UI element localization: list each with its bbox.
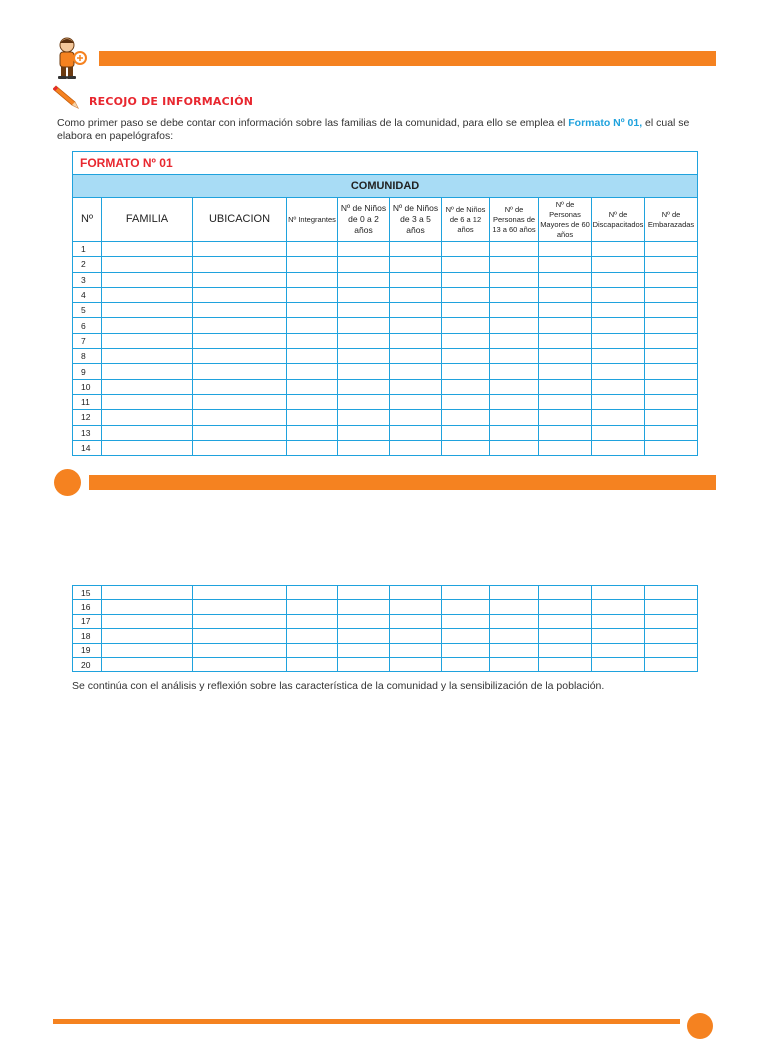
table-row [73, 586, 698, 600]
table-cell [287, 287, 338, 302]
table-cell [193, 394, 287, 409]
table-row [73, 349, 698, 364]
table-cell [390, 257, 442, 272]
table-cell [592, 425, 645, 440]
table-cell [287, 643, 338, 657]
table-cell [287, 657, 338, 671]
row-number: 14 [73, 440, 102, 455]
table-cell [102, 614, 193, 628]
table-cell [102, 333, 193, 348]
column-header: Nº [73, 198, 102, 242]
table-cell [645, 272, 698, 287]
table-cell [442, 614, 490, 628]
table-cell [490, 440, 539, 455]
table-cell [592, 318, 645, 333]
table-cell [539, 303, 592, 318]
table-cell [193, 318, 287, 333]
table-cell [539, 364, 592, 379]
table-row [73, 657, 698, 671]
table-cell [442, 586, 490, 600]
row-number: 8 [73, 349, 102, 364]
table-title: FORMATO Nº 01 [73, 152, 698, 175]
table-cell [645, 600, 698, 614]
table-row [73, 379, 698, 394]
table-cell [338, 333, 390, 348]
table-cell [390, 425, 442, 440]
table-cell [592, 364, 645, 379]
table-cell [645, 303, 698, 318]
table-cell [390, 394, 442, 409]
formato-table [72, 151, 698, 456]
table-cell [193, 242, 287, 257]
table-cell [338, 614, 390, 628]
table-cell [390, 440, 442, 455]
table-cell [102, 600, 193, 614]
table-cell [287, 272, 338, 287]
table-row [73, 257, 698, 272]
table-cell [102, 586, 193, 600]
table-cell [645, 394, 698, 409]
table-cell [193, 629, 287, 643]
row-number: 18 [73, 629, 102, 643]
column-header: UBICACION [193, 198, 287, 242]
table-cell [442, 287, 490, 302]
table-cell [592, 600, 645, 614]
table-cell [338, 586, 390, 600]
table-cell [193, 364, 287, 379]
intro-text-end: el cual se elabora en papelógrafos: [57, 117, 690, 142]
table-row [73, 272, 698, 287]
table-cell [539, 318, 592, 333]
table-cell [490, 600, 539, 614]
table-cell [539, 349, 592, 364]
table-cell [102, 242, 193, 257]
table-cell [490, 643, 539, 657]
table-row [73, 303, 698, 318]
table-cell [102, 349, 193, 364]
row-number: 9 [73, 364, 102, 379]
table-cell [442, 333, 490, 348]
table-row [73, 643, 698, 657]
row-number: 13 [73, 425, 102, 440]
table-cell [442, 600, 490, 614]
table-cell [287, 600, 338, 614]
table-row [73, 425, 698, 440]
table-cell [193, 600, 287, 614]
table-cell [490, 379, 539, 394]
table-cell [338, 394, 390, 409]
table-cell [490, 242, 539, 257]
table-cell [442, 242, 490, 257]
table-cell [287, 410, 338, 425]
table-cell [287, 394, 338, 409]
table-cell [539, 410, 592, 425]
table-row [73, 629, 698, 643]
table-row [73, 242, 698, 257]
table-cell [102, 657, 193, 671]
table-cell [390, 333, 442, 348]
table-cell [645, 364, 698, 379]
table-cell [102, 643, 193, 657]
table-cell [390, 379, 442, 394]
table-cell [193, 425, 287, 440]
table-row [73, 333, 698, 348]
row-number: 1 [73, 242, 102, 257]
table-cell [490, 394, 539, 409]
table-cell [490, 303, 539, 318]
intro-text: Como primer paso se debe contar con información sobre las familias de la comunidad, para ello se emplea el [57, 117, 569, 129]
table-cell [592, 257, 645, 272]
table-cell [102, 318, 193, 333]
table-cell [193, 349, 287, 364]
table-cell [287, 614, 338, 628]
table-row [73, 440, 698, 455]
table-cell [390, 242, 442, 257]
table-cell [287, 629, 338, 643]
column-header: Nº de Niños de 0 a 2 años [338, 198, 390, 242]
column-header: FAMILIA [102, 198, 193, 242]
table-cell [193, 614, 287, 628]
table-cell [338, 410, 390, 425]
table-cell [539, 287, 592, 302]
separator-bar [89, 475, 716, 490]
table-cell [539, 379, 592, 394]
table-cell [390, 643, 442, 657]
table-cell [193, 257, 287, 272]
header-bar [99, 51, 716, 66]
table-cell [645, 629, 698, 643]
table-cell [442, 410, 490, 425]
row-number: 16 [73, 600, 102, 614]
table-cell [338, 425, 390, 440]
table-cell [390, 318, 442, 333]
table-cell [539, 394, 592, 409]
table-cell [287, 303, 338, 318]
table-cell [102, 272, 193, 287]
table-cell [102, 303, 193, 318]
table-cell [645, 287, 698, 302]
table-cell [592, 657, 645, 671]
footer-dot [687, 1013, 713, 1039]
row-number: 6 [73, 318, 102, 333]
table-cell [287, 425, 338, 440]
table-cell [490, 657, 539, 671]
table-cell [102, 629, 193, 643]
table-cell [490, 364, 539, 379]
table-cell [390, 287, 442, 302]
table-cell [338, 287, 390, 302]
table-cell [287, 318, 338, 333]
row-number: 15 [73, 586, 102, 600]
footer-bar [53, 1019, 680, 1024]
table-row [73, 410, 698, 425]
table-cell [102, 364, 193, 379]
table-cell [592, 287, 645, 302]
table-cell [102, 257, 193, 272]
table-cell [592, 303, 645, 318]
table-cell [442, 257, 490, 272]
column-header: Nº de Personas Mayores de 60 años [539, 198, 592, 242]
table-group-header: COMUNIDAD [73, 175, 698, 198]
mascot-icon [50, 36, 88, 80]
table-cell [490, 410, 539, 425]
table-cell [490, 287, 539, 302]
table-cell [390, 586, 442, 600]
table-row [73, 318, 698, 333]
table-cell [592, 333, 645, 348]
column-header: Nº de Embarazadas [645, 198, 698, 242]
row-number: 17 [73, 614, 102, 628]
table-cell [390, 614, 442, 628]
table-cell [287, 586, 338, 600]
table-cell [490, 257, 539, 272]
table-cell [442, 643, 490, 657]
table-cell [287, 257, 338, 272]
table-cell [592, 394, 645, 409]
table-cell [193, 379, 287, 394]
table-cell [442, 394, 490, 409]
closing-paragraph: Se continúa con el análisis y reflexión sobre las característica de la comunidad y la sensibilización de la población. [72, 680, 605, 692]
table-cell [193, 586, 287, 600]
table-cell [390, 349, 442, 364]
table-cell [645, 440, 698, 455]
section-dot [54, 469, 81, 496]
table-cell [338, 349, 390, 364]
table-row [73, 600, 698, 614]
table-cell [102, 379, 193, 394]
formato-table-continued [72, 585, 698, 672]
table-cell [539, 440, 592, 455]
table-cell [442, 657, 490, 671]
intro-highlight: Formato Nº 01, [568, 117, 643, 129]
table-cell [338, 440, 390, 455]
table-cell [338, 242, 390, 257]
table-cell [645, 318, 698, 333]
table-cell [442, 425, 490, 440]
table-cell [490, 272, 539, 287]
row-number: 4 [73, 287, 102, 302]
table-cell [490, 333, 539, 348]
table-cell [102, 394, 193, 409]
table-cell [490, 586, 539, 600]
table-cell [490, 629, 539, 643]
table-cell [193, 440, 287, 455]
column-header: Nº Integrantes [287, 198, 338, 242]
table-cell [338, 272, 390, 287]
table-cell [442, 303, 490, 318]
table-cell [539, 242, 592, 257]
table-cell [287, 242, 338, 257]
table-cell [193, 287, 287, 302]
table-cell [539, 425, 592, 440]
table-cell [645, 643, 698, 657]
row-number: 19 [73, 643, 102, 657]
table-cell [490, 425, 539, 440]
table-row [73, 287, 698, 302]
table-cell [287, 349, 338, 364]
table-cell [592, 614, 645, 628]
table-cell [490, 614, 539, 628]
table-cell [102, 440, 193, 455]
table-cell [390, 629, 442, 643]
column-header: Nº de Niños de 6 a 12 años [442, 198, 490, 242]
table-cell [645, 257, 698, 272]
row-number: 11 [73, 394, 102, 409]
table-cell [490, 318, 539, 333]
table-cell [645, 333, 698, 348]
table-row [73, 614, 698, 628]
row-number: 12 [73, 410, 102, 425]
table-cell [539, 272, 592, 287]
table-cell [338, 318, 390, 333]
table-cell [287, 333, 338, 348]
table-cell [645, 349, 698, 364]
table-cell [442, 364, 490, 379]
table-cell [193, 272, 287, 287]
table-cell [193, 410, 287, 425]
table-cell [338, 364, 390, 379]
table-cell [442, 440, 490, 455]
table-cell [102, 410, 193, 425]
table-cell [442, 349, 490, 364]
table-header-row [73, 198, 698, 242]
table-cell [592, 349, 645, 364]
table-cell [102, 287, 193, 302]
table-cell [490, 349, 539, 364]
table-cell [592, 586, 645, 600]
row-number: 10 [73, 379, 102, 394]
table-cell [592, 643, 645, 657]
section-title: RECOJO DE INFORMACIÓN [89, 95, 254, 108]
table-cell [442, 379, 490, 394]
table-cell [592, 379, 645, 394]
table-cell [539, 614, 592, 628]
table-cell [645, 410, 698, 425]
table-cell [338, 303, 390, 318]
table-cell [193, 643, 287, 657]
table-cell [539, 657, 592, 671]
table-cell [338, 643, 390, 657]
table-cell [539, 629, 592, 643]
column-header: Nº de Discapacitados [592, 198, 645, 242]
table-cell [539, 333, 592, 348]
table-cell [592, 629, 645, 643]
table-cell [287, 379, 338, 394]
table-cell [193, 303, 287, 318]
table-cell [539, 643, 592, 657]
row-number: 20 [73, 657, 102, 671]
table-cell [539, 586, 592, 600]
table-row [73, 394, 698, 409]
table-cell [539, 257, 592, 272]
table-cell [645, 614, 698, 628]
row-number: 5 [73, 303, 102, 318]
table-cell [592, 272, 645, 287]
column-header: Nº de Personas de 13 a 60 años [490, 198, 539, 242]
table-cell [645, 379, 698, 394]
table-cell [390, 600, 442, 614]
table-cell [287, 364, 338, 379]
table-cell [102, 425, 193, 440]
table-cell [390, 303, 442, 318]
table-cell [193, 333, 287, 348]
table-cell [338, 600, 390, 614]
table-cell [645, 586, 698, 600]
row-number: 2 [73, 257, 102, 272]
table-cell [592, 440, 645, 455]
table-cell [645, 242, 698, 257]
table-cell [390, 364, 442, 379]
table-cell [338, 379, 390, 394]
table-cell [338, 657, 390, 671]
table-cell [592, 410, 645, 425]
table-cell [193, 657, 287, 671]
table-cell [442, 629, 490, 643]
pencil-icon [53, 83, 83, 109]
table-cell [592, 242, 645, 257]
table-row [73, 364, 698, 379]
table-cell [645, 657, 698, 671]
intro-paragraph [57, 117, 725, 143]
table-cell [287, 440, 338, 455]
column-header: Nº de Niños de 3 a 5 años [390, 198, 442, 242]
table-cell [390, 272, 442, 287]
table-cell [442, 272, 490, 287]
table-cell [338, 629, 390, 643]
table-cell [338, 257, 390, 272]
row-number: 3 [73, 272, 102, 287]
table-cell [645, 425, 698, 440]
row-number: 7 [73, 333, 102, 348]
table-cell [442, 318, 490, 333]
table-cell [390, 657, 442, 671]
table-cell [390, 410, 442, 425]
table-cell [539, 600, 592, 614]
